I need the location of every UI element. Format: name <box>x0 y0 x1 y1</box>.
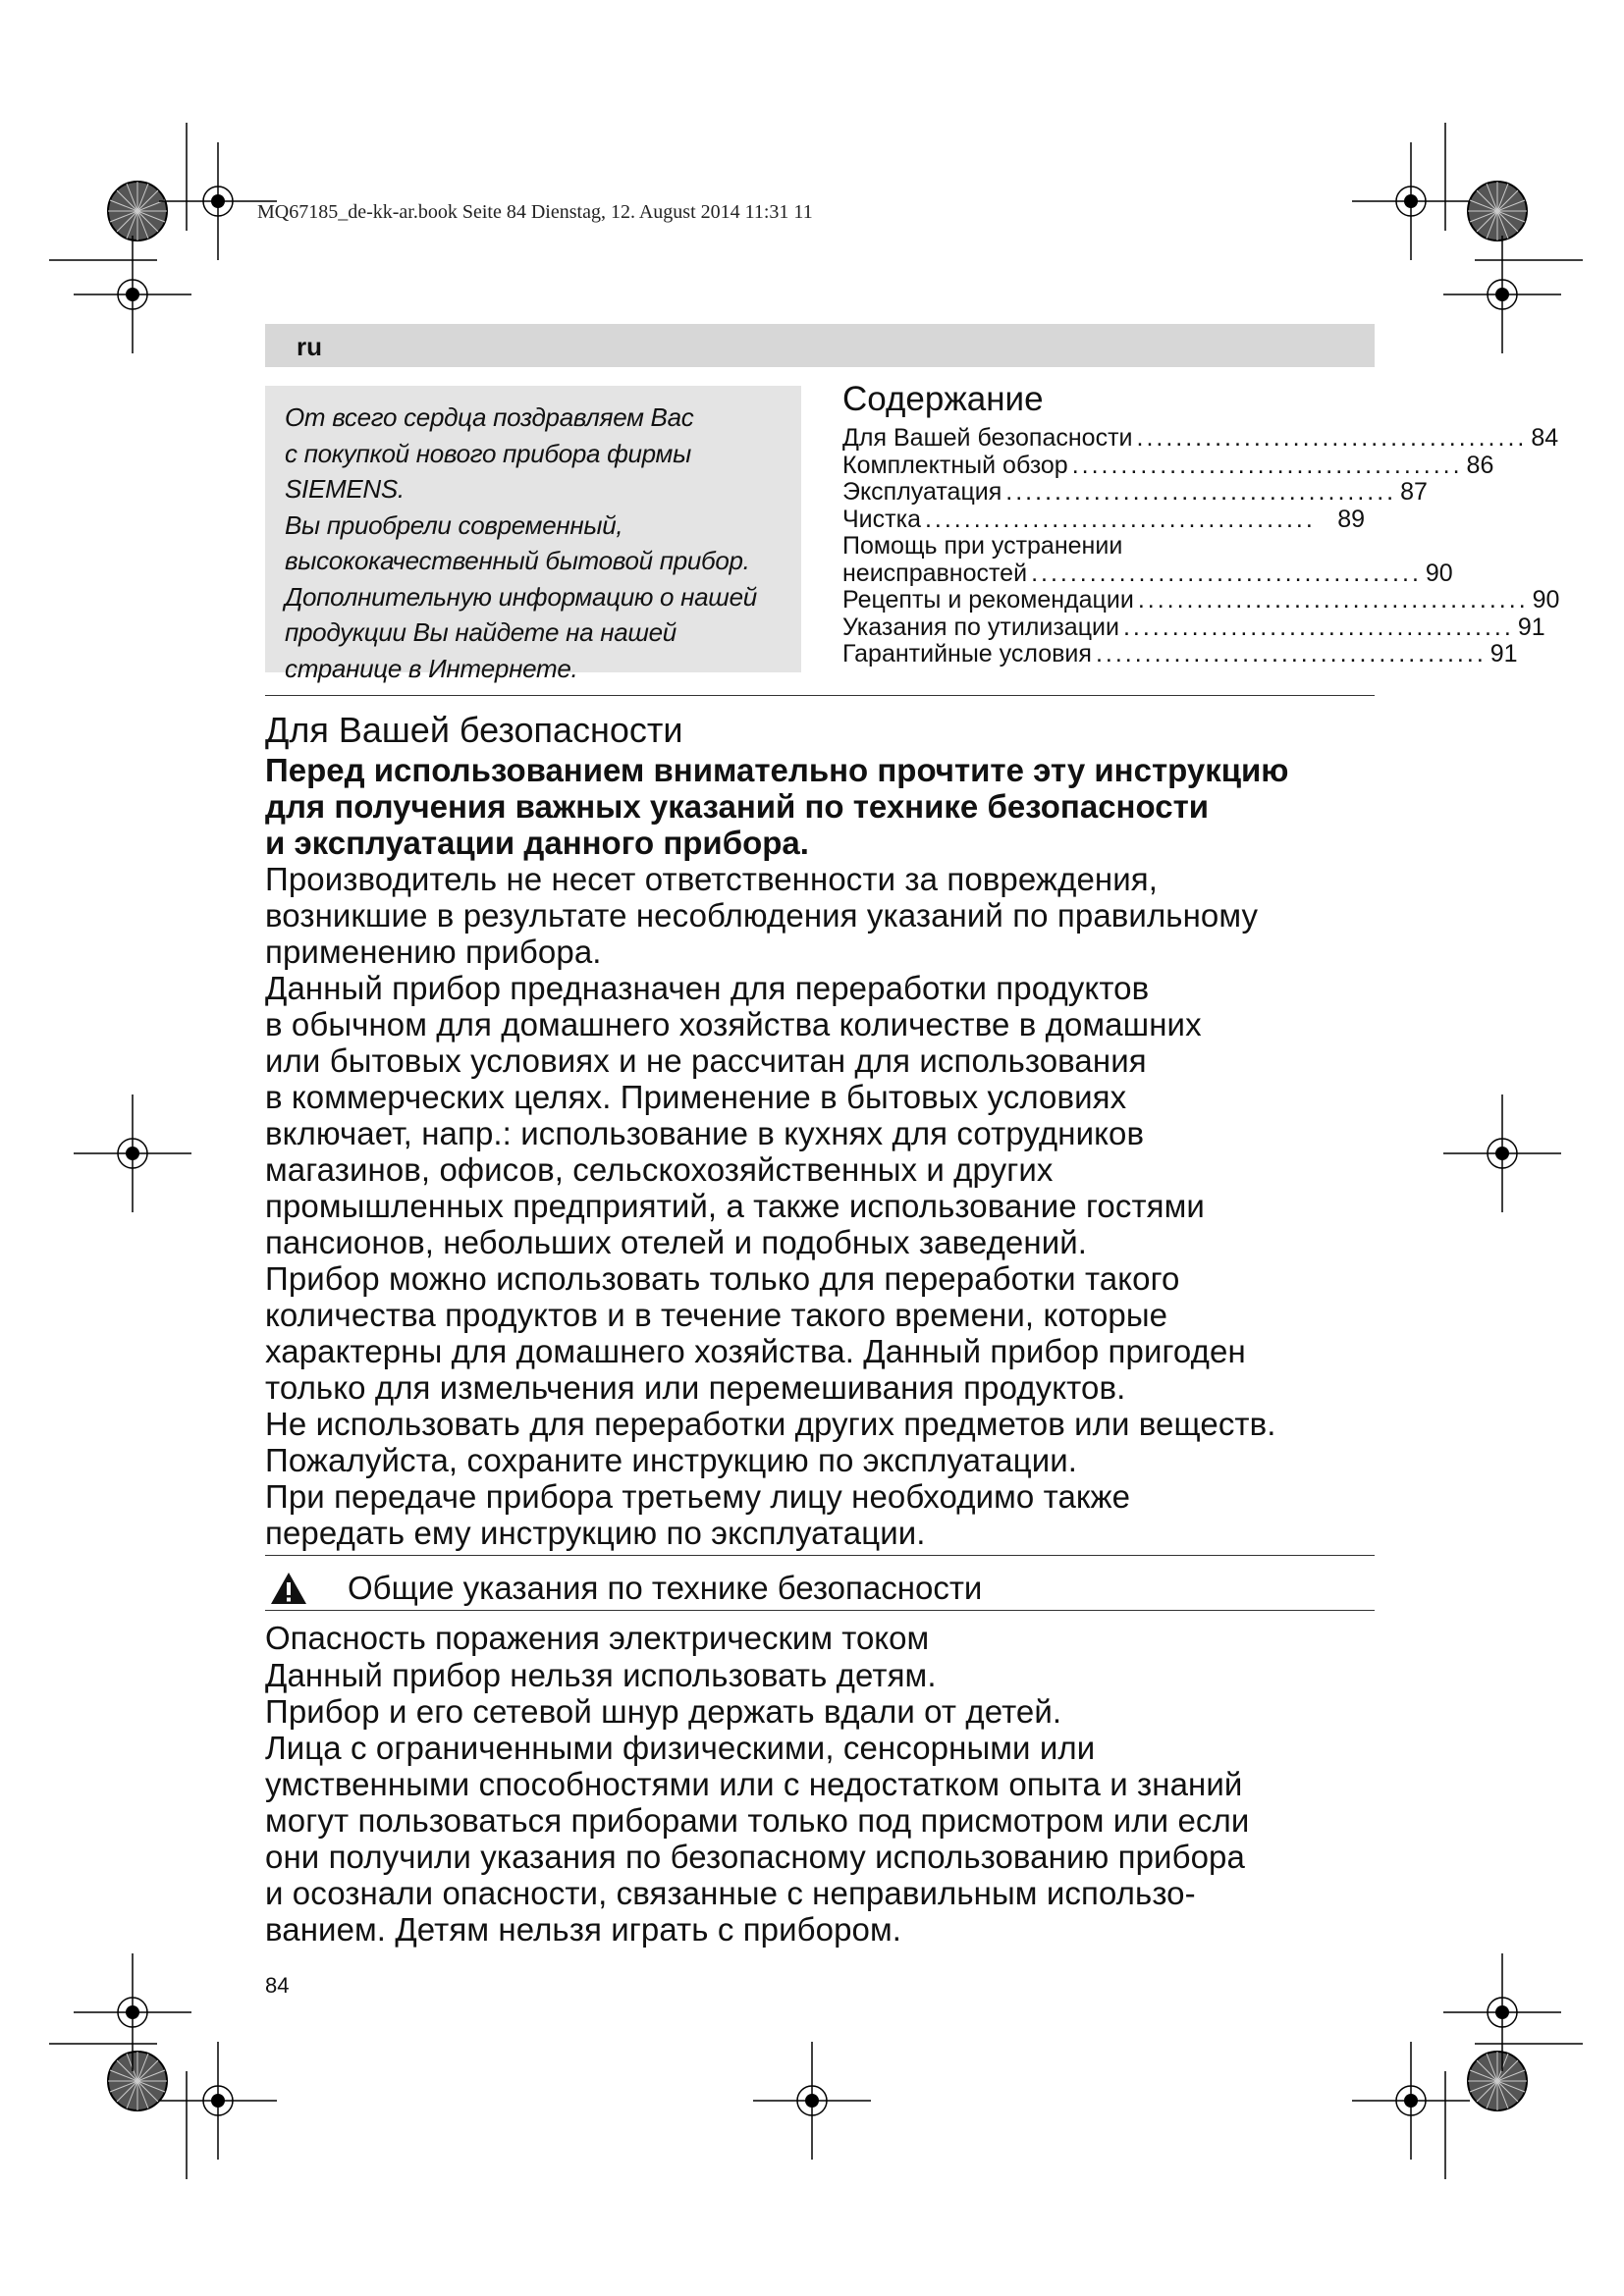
registration-mark <box>74 1953 191 2071</box>
intro-line: продукции Вы найдете на нашей <box>285 617 677 647</box>
safety-body-line: в обычном для домашнего хозяйства количестве в домашних <box>265 1006 1202 1042</box>
page-number: 84 <box>265 1973 290 1998</box>
language-bar <box>265 324 1375 367</box>
safety-body-line: магазинов, офисов, сельскохозяйственных и других <box>265 1151 1054 1188</box>
toc-item[interactable]: Для Вашей безопасности ........................................ 84 <box>842 424 1559 452</box>
safety-lead-line: Перед использованием внимательно прочтите эту инструкцию <box>265 752 1289 788</box>
registration-mark <box>1352 142 1470 260</box>
safety-body-line: характерны для домашнего хозяйства. Данный прибор пригоден <box>265 1333 1246 1369</box>
toc-title: Содержание <box>842 380 1044 418</box>
safety-title: Для Вашей безопасности <box>265 710 683 750</box>
safety-body-line: пансионов, небольших отелей и подобных заведений. <box>265 1224 1088 1260</box>
safety-body-line: применению прибора. <box>265 934 602 970</box>
toc-item[interactable]: Эксплуатация ........................................ 87 <box>842 478 1428 506</box>
electric-body-line: Данный прибор нельзя использовать детям. <box>265 1657 937 1693</box>
intro-line: Вы приобрели современный, <box>285 509 623 540</box>
registration-mark <box>753 2042 871 2160</box>
safety-body-line: или бытовых условиях и не рассчитан для использования <box>265 1042 1147 1079</box>
electric-shock-title: Опасность поражения электрическим током <box>265 1620 930 1656</box>
intro-box <box>265 386 801 683</box>
color-rose-mark <box>108 182 167 240</box>
electric-body-line: ванием. Детям нельзя играть с прибором. <box>265 1911 902 1948</box>
safety-body-line: передать ему инструкцию по эксплуатации. <box>265 1515 926 1551</box>
toc-item[interactable]: Чистка ........................................ 89 <box>842 505 1365 533</box>
safety-lead-line: и эксплуатации данного прибора. <box>265 825 809 861</box>
color-rose-mark <box>1468 182 1527 240</box>
registration-mark <box>1443 236 1561 353</box>
divider <box>265 1555 1375 1556</box>
intro-line: Дополнительную информацию о нашей <box>285 581 757 612</box>
divider <box>265 695 1375 696</box>
general-warnings-title: Общие указания по технике безопасности <box>348 1570 983 1606</box>
toc-item[interactable]: Гарантийные условия ........................................ 91 <box>842 640 1518 667</box>
safety-section <box>265 709 1404 1551</box>
intro-line: высококачественный бытовой прибор. <box>285 546 750 575</box>
table-of-contents <box>842 378 1560 668</box>
toc-item[interactable]: Указания по утилизации ........................................ 91 <box>842 613 1545 641</box>
electric-body-line: могут пользоваться приборами только под присмотром или если <box>265 1802 1250 1839</box>
safety-body-line: При передаче прибора третьему лицу необходимо также <box>265 1478 1131 1515</box>
safety-body-line: Производитель не несет ответственности за повреждения, <box>265 861 1159 897</box>
safety-body-line: в коммерческих целях. Применение в бытовых условиях <box>265 1079 1127 1115</box>
registration-mark <box>1443 1953 1561 2071</box>
safety-body-line: только для измельчения или перемешивания продуктов. <box>265 1369 1126 1406</box>
registration-mark <box>74 1095 191 1212</box>
safety-body-line: Не использовать для переработки других предметов или веществ. <box>265 1406 1276 1442</box>
safety-body-line: Данный прибор предназначен для переработки продуктов <box>265 970 1150 1006</box>
color-rose-mark <box>108 2052 167 2110</box>
toc-item[interactable]: Рецепты и рекомендации ........................................ 90 <box>842 586 1560 614</box>
toc-item[interactable]: Комплектный обзор ........................................ 86 <box>842 451 1494 479</box>
intro-line: с покупкой нового прибора фирмы <box>285 438 691 468</box>
electric-body-line: они получили указания по безопасному использованию прибора <box>265 1839 1245 1875</box>
safety-body-line: Прибор можно использовать только для переработки такого <box>265 1260 1180 1297</box>
safety-body-line: включает, напр.: использование в кухнях для сотрудников <box>265 1115 1145 1151</box>
intro-line: От всего сердца поздравляем Вас <box>285 402 694 432</box>
electric-body-line: Прибор и его сетевой шнур держать вдали от детей. <box>265 1693 1062 1730</box>
book-info-header: MQ67185_de-kk-ar.book Seite 84 Dienstag, 12. August 2014 11:31 11 <box>257 201 813 223</box>
electric-body-line: и осознали опасности, связанные с неправильным использо- <box>265 1875 1196 1911</box>
safety-body-line: возникшие в результате несоблюдения указаний по правильному <box>265 897 1259 934</box>
electric-body-line: Лица с ограниченными физическими, сенсорными или <box>265 1730 1096 1766</box>
registration-mark <box>1352 2042 1470 2160</box>
safety-body-line: Пожалуйста, сохраните инструкцию по эксплуатации. <box>265 1442 1078 1478</box>
toc-item[interactable]: неисправностей ........................................ 90 <box>842 559 1453 587</box>
registration-mark <box>1443 1095 1561 1212</box>
registration-mark <box>74 236 191 353</box>
general-warnings-heading <box>265 1569 1375 1608</box>
divider <box>265 1610 1375 1611</box>
electric-shock-section <box>265 1620 1404 1948</box>
warning-triangle-icon <box>269 1571 308 1606</box>
intro-line: странице в Интернете. <box>285 653 578 683</box>
toc-item[interactable]: Помощь при устранении <box>842 532 1123 560</box>
safety-body-line: количества продуктов и в течение такого времени, которые <box>265 1297 1168 1333</box>
safety-body-line: промышленных предприятий, а также использование гостями <box>265 1188 1205 1224</box>
electric-body-line: умственными способностями или с недостатком опыта и знаний <box>265 1766 1243 1802</box>
language-code: ru <box>297 332 322 361</box>
color-rose-mark <box>1468 2052 1527 2110</box>
registration-mark <box>159 2042 277 2160</box>
intro-line: SIEMENS. <box>285 474 405 504</box>
safety-lead-line: для получения важных указаний по технике безопасности <box>265 788 1210 825</box>
